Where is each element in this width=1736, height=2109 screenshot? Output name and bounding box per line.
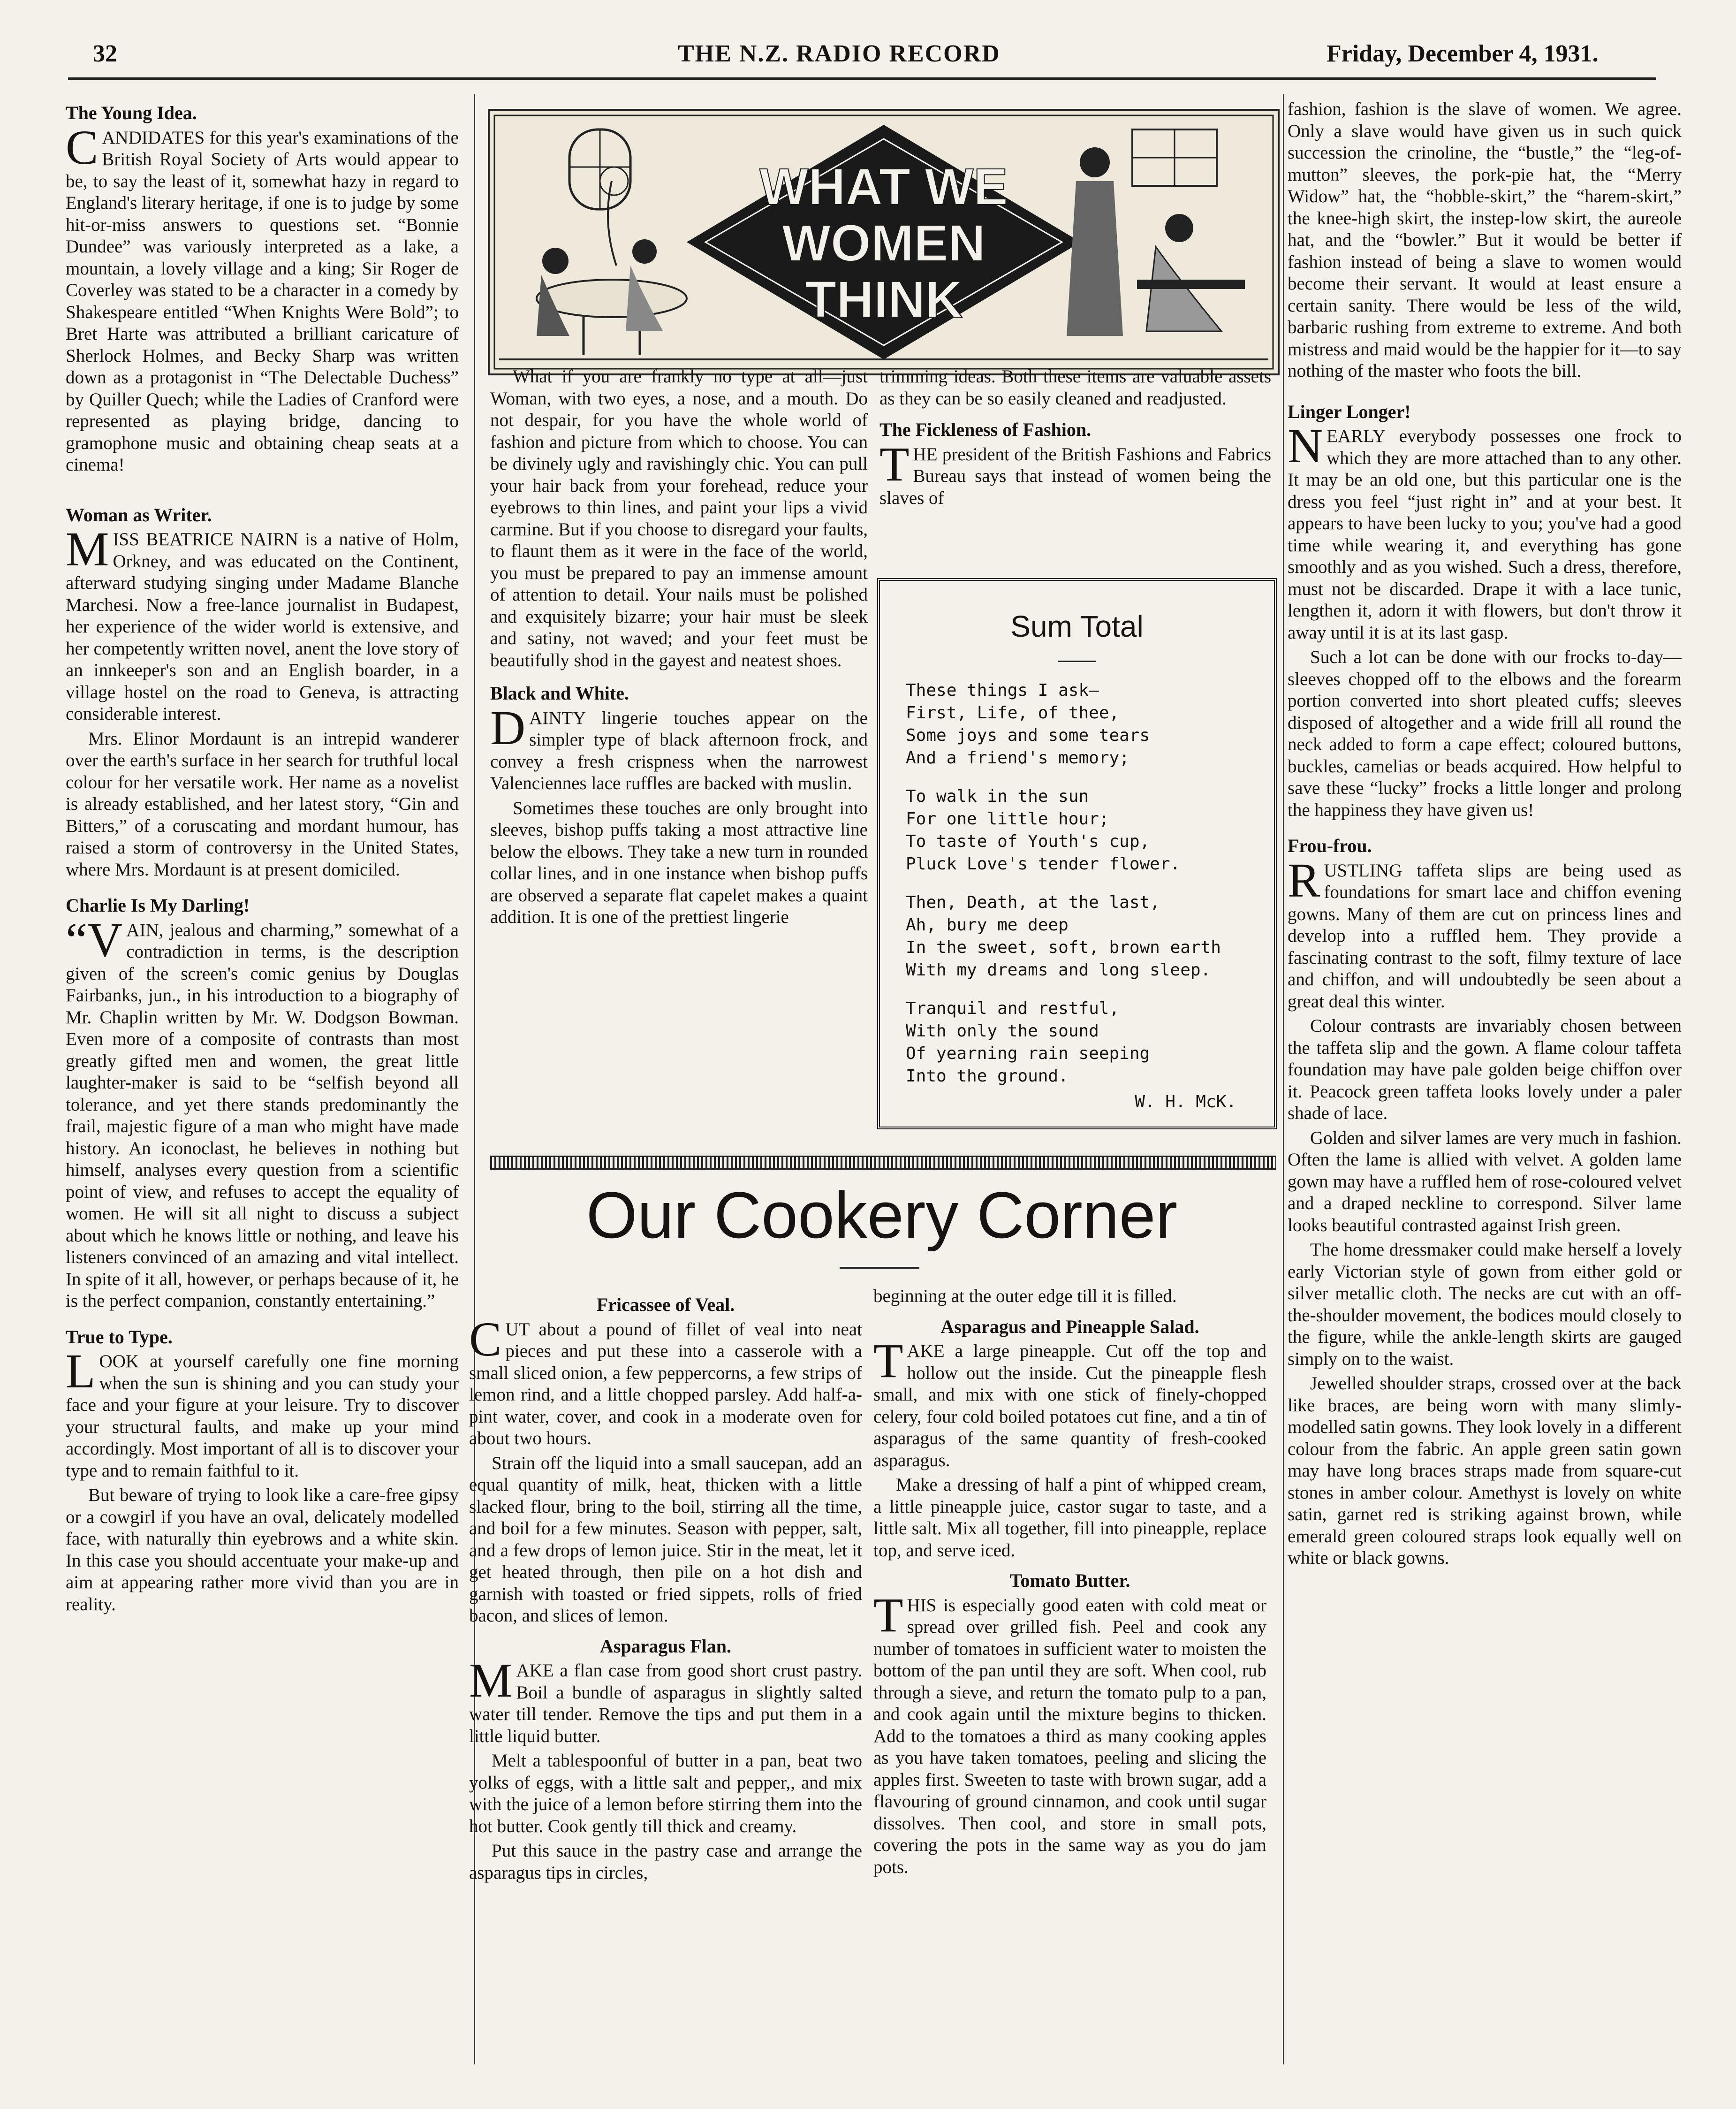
paragraph: But beware of trying to look like a care-free gipsy or a cowgirl if you have an oval, delicately modelled face, with naturally thin eyebrows and a white skin. In this case you should accentuate your make-up and aim at appearing rather more vivid than you are in reality. xyxy=(66,1485,459,1614)
poem-author: W. H. McK. xyxy=(1135,1092,1236,1112)
article-woman-writer: MISS BEATRICE NAIRN is a native of Holm, Orkney, and was educated on the Continent, afterward studying singing under Madame Blanche Marchesi. Now a free-lance journalist in Budapest, her experience of the wider world is extensive, and her competently written novel, anent the love story of an innkeeper's son and an English boarder, in a village hostel on the road to Geneva, is attracting considerable interest. xyxy=(66,522,459,724)
poem-title-rule xyxy=(1058,661,1096,662)
column-1 xyxy=(66,94,459,2060)
recipe-fricassee: CUT about a pound of fillet of veal into neat pieces and put these into a casserole with a small sliced onion, a few peppercorns, a few strips of lemon rind, and a little chopped parsley. Add half-a-pint water, cover, and cook in a moderate oven for about two hours. xyxy=(469,1312,862,1448)
drop-cap: R xyxy=(1288,853,1320,907)
article-just-woman: What if you are frankly no type at all—just Woman, with two eyes, a nose, and a mouth. Do not despair, for you have the whole world of fashion and picture from which to choose. You can be divinely ugly and ravishingly chic. You can pull your hair back from your forehead, reduce your eyebrows to thin lines, and paint your lips a vivid carmine. But if you choose to disregard your faults, to flaunt them as it were in the face of the world, you must be prepared to pay an immense amount of attention to detail. Your nails must be polished and exquisitely bizarre; your hair must be sleek and satiny, not waved; and your feet must be beautifully shod in the gayest and neatest shoes. xyxy=(490,366,868,670)
article-fickleness: THE president of the British Fashions and Fabrics Bureau says that instead of women being the slaves of xyxy=(879,437,1271,508)
poem-line: With only the sound xyxy=(906,1021,1099,1041)
decorative-border xyxy=(490,1156,1276,1170)
paragraph: Sometimes these touches are only brought into sleeves, bishop puffs taking a most attractive line below the elbows. They take a new turn in rounded collar lines, and in one instance when bishop puffs are observed a separate flat capelet makes a quaint addition. It is one of the prettiest lingerie xyxy=(490,798,868,927)
heading-black-white: Black and White. xyxy=(490,683,629,704)
banner-illustration xyxy=(490,111,1278,373)
paragraph: Mrs. Elinor Mordaunt is an intrepid wanderer over the earth's surface in her search for truthful local colour for her versatile work. Her name as a novelist is already established, and her latest story, “Gin and Bitters,” of a coruscating and mordant humour, has raised a storm of controversy in the United States, where Mrs. Mordaunt is at present domiciled. xyxy=(66,728,459,880)
heading-frou-frou: Frou-frou. xyxy=(1288,835,1372,856)
poem-line: Tranquil and restful, xyxy=(906,999,1120,1018)
drop-cap: “V xyxy=(66,913,123,967)
drop-cap: C xyxy=(66,120,99,175)
poem-line: In the sweet, soft, brown earth xyxy=(906,938,1221,957)
paragraph: Melt a tablespoonful of butter in a pan, beat two yolks of eggs, with a little salt and pepper,, and mix with the juice of a lemon before stirring them into the hot butter. Cook gently till thick and creamy. xyxy=(469,1751,862,1836)
publication-title: THE N.Z. RADIO RECORD xyxy=(678,40,1001,67)
banner-line-2: WOMEN xyxy=(782,214,986,272)
article-fashion-slave: fashion, fashion is the slave of women. We agree. Only a slave would have given us in such quick succession the crinoline, the “bustle,” the “leg-of-mutton” sleeves, the pork-pie hat, the “Merry Widow” hat, the “hobble-skirt,” the “harem-skirt,” the knee-high skirt, the instep-low skirt, the aureole hat, and the “bowler.” But it would be better if fashion instead of being a slave to women would become their servant. It would at least ensure a certain sanity. There would be less of the wild, barbaric rushing from extreme to extreme. And both mistress and maid would be the happier for it—to say nothing of the master who foots the bill. xyxy=(1288,99,1682,381)
heading-tomato-butter: Tomato Butter. xyxy=(1009,1570,1130,1591)
article-trimming: trimming ideas. Both these items are valuable assets as they can be so easily cleaned and readjusted. xyxy=(879,366,1271,409)
banner-line-1: WHAT WE xyxy=(759,158,1008,216)
cookery-column-1 xyxy=(469,1286,862,2083)
heading-charlie: Charlie Is My Darling! xyxy=(66,895,250,916)
what-we-women-think-banner xyxy=(488,109,1280,375)
article-charlie: “VAIN, jealous and charming,” somewhat of a contradiction in terms, is the description given of the screen's comic genius by Douglas Fairbanks, jun., in his introduction to a biography of Mr. Chaplin written by Mr. W. Dodgson Bowman. Even more of a composite of contrasts than most greatly gifted men and women, the great little laughter-maker is said to be “selfish beyond all tolerance, and yet there stands predominantly the frail, majestic figure of a man who might have made history. An iconoclast, he believes in nothing but himself, analyses every question from a scientific point of view, and refuses to accept the equality of women. He will sit all night to discuss a subject about which he knows little or nothing, and leave his listeners convinced of an amazing and vital intellect. In spite of it all, however, or perhaps because of it, he is the perfect companion, constantly entertaining.” xyxy=(66,913,459,1311)
paragraph: Jewelled shoulder straps, crossed over at the back like braces, are being worn with many slimly-modelled satin gowns. They look lovely in a different colour from the fabric. An apple green satin gown may have long braces straps made from square-cut stones in amber colour. Amethyst is lovely on white satin, garnet red is striking against brown, while emerald green coloured straps look equally well on white or black gowns. xyxy=(1288,1373,1682,1568)
heading-fricassee: Fricassee of Veal. xyxy=(596,1294,735,1315)
drop-cap: L xyxy=(66,1344,96,1398)
cookery-title: Our Cookery Corner xyxy=(586,1178,1178,1252)
column-4 xyxy=(1288,99,1682,2064)
poem-line: Then, Death, at the last, xyxy=(906,893,1160,912)
poem-line: Of yearning rain seeping xyxy=(906,1044,1150,1063)
drop-cap: T xyxy=(873,1334,903,1388)
drop-cap: N xyxy=(1288,419,1323,473)
poem-line: First, Life, of thee, xyxy=(906,703,1120,723)
poem-box xyxy=(877,578,1277,1129)
heading-linger-longer: Linger Longer! xyxy=(1288,401,1411,422)
paragraph: Strain off the liquid into a small saucepan, add an equal quantity of milk, heat, thicken with a little slacked flour, bring to the boil, stirring all the time, and boil for a few minutes. Season with pepper, salt, and a few drops of lemon juice. Stir in the meat, let it get heated through, then pile on a hot dish and garnish with toasted or fried sippets, rolls of fried bacon, and slices of lemon. xyxy=(469,1453,862,1626)
page-number: 32 xyxy=(93,40,117,67)
recipe-pineapple-salad: TAKE a large pineapple. Cut off the top and hollow out the inside. Cut the pineapple flesh small, and mix with one stick of finely-chopped celery, four cold boiled potatoes cut fine, and a tin of asparagus of the same quantity of fresh-cooked asparagus. xyxy=(873,1334,1266,1470)
poem-line: To walk in the sun xyxy=(906,787,1089,806)
heading-asparagus-flan: Asparagus Flan. xyxy=(599,1635,732,1657)
issue-date: Friday, December 4, 1931. xyxy=(1327,40,1599,67)
drop-cap: M xyxy=(66,522,109,576)
header-rule xyxy=(68,77,1656,80)
article-black-white: DAINTY lingerie touches appear on the simpler type of black afternoon frock, and convey a fresh crispness when the narrowest Valenciennes lace ruffles are backed with muslin. xyxy=(490,700,868,793)
paragraph: The home dressmaker could make herself a lovely early Victorian style of gown from either gold or silver metallic cloth. The necks are cut with an off-the-shoulder movement, the bodices mould closely to the figure, while the ankle-length skirts are gauged simply on to the waist. xyxy=(1288,1240,1682,1369)
paragraph: beginning at the outer edge till it is filled. xyxy=(873,1286,1177,1306)
poem-line: Some joys and some tears xyxy=(906,726,1150,745)
heading-pineapple-salad: Asparagus and Pineapple Salad. xyxy=(940,1316,1199,1337)
poem-title: Sum Total xyxy=(1010,609,1144,643)
recipe-asparagus-flan: MAKE a flan case from good short crust pastry. Boil a bundle of asparagus in slightly salted water till tender. Remove the tips and put them in a little liquid butter. xyxy=(469,1653,862,1746)
poem-line: With my dreams and long sleep. xyxy=(906,960,1211,980)
heading-fickleness: The Fickleness of Fashion. xyxy=(879,419,1092,440)
heading-young-idea: The Young Idea. xyxy=(66,102,197,123)
column-rule xyxy=(1283,94,1284,2064)
cookery-title-rule xyxy=(840,1267,919,1269)
drop-cap: T xyxy=(873,1588,903,1642)
recipe-tomato-butter: THIS is especially good eaten with cold meat or spread over grilled fish. Peel and cook any number of tomatoes in sufficient water to moisten the bottom of the pan until they are soft. When cool, rub through a sieve, and return the tomato pulp to a pan, and cook again until the mixture begins to thicken. Add to the tomatoes a third as many cooking apples as you have taken tomatoes, peeling and slicing the apples first. Sweeten to taste with brown sugar, add a flavouring of ground cinnamon, and cook until sugar dissolves. Then cool, and store in small pots, covering the pots in the same way as you do jam pots. xyxy=(873,1588,1266,1877)
poem-line: Ah, bury me deep xyxy=(906,915,1069,935)
poem-line: These things I ask— xyxy=(906,681,1099,700)
drop-cap: D xyxy=(490,700,526,755)
heading-true-to-type: True to Type. xyxy=(66,1326,173,1348)
article-frou-frou: RUSTLING taffeta slips are being used as foundations for smart lace and chiffon evening gowns. Many of them are cut on princess lines and develop into a ruffled hem. They provide a fascinating contrast to the soft, filmy texture of lace and chiffon, and will undoubtedly be seen about a great deal this winter. xyxy=(1288,853,1682,1012)
drop-cap: M xyxy=(469,1653,513,1707)
article-true-to-type: LOOK at yourself carefully one fine morning when the sun is shining and you can study your face and your figure at your leisure. Try to discover your structural faults, and make up your mind accordingly. Most important of all is to discover your type and to remain faithful to it. xyxy=(66,1344,459,1481)
paragraph: Such a lot can be done with our frocks to-day—sleeves chopped off to the elbows and the forearm portion converted into short pleated cuffs; sleeves disposed of altogether and a wide frill all round the neck added to form a cape effect; coloured buttons, buckles, camelias or beads acquired. How helpful to save these “lucky” frocks a little longer and prolong the happiness they have given us! xyxy=(1288,647,1682,820)
poem-line: Pluck Love's tender flower. xyxy=(906,854,1181,874)
paragraph: Golden and silver lames are very much in fashion. Often the lame is allied with velvet. A golden lame gown may have a ruffled hem of rose-coloured velvet and a draped neckline to correspond. Silver lame looks beautiful contrasted against Irish green. xyxy=(1288,1127,1682,1235)
column-3 xyxy=(879,366,1271,572)
article-young-idea: CANDIDATES for this year's examinations of the British Royal Society of Arts would appear to be, to say the least of it, somewhat hazy in regard to England's literary heritage, if one is to judge by some hit-or-miss answers to questions set. “Bonnie Dundee” was variously interpreted as a lake, a mountain, a lovely village and a king; Sir Roger de Coverley was stated to be a character in a comedy by Shakespeare entitled “When Knights Were Bold”; to Bret Harte was attributed a brilliant caricature of Sherlock Holmes, and Becky Sharp was written down as a protagonist in “The Delectable Duchess” by Quiller Quech; while the Ladies of Cranford were represented as playing bridge, dancing to gramophone music and obtaining cheap seats at a cinema! xyxy=(66,120,459,475)
paragraph: Put this sauce in the pastry case and arrange the asparagus tips in circles, xyxy=(469,1841,862,1883)
banner-line-3: THINK xyxy=(804,271,963,328)
poem-line: For one little hour; xyxy=(906,809,1109,829)
heading-woman-writer: Woman as Writer. xyxy=(66,504,212,525)
poem-line: To taste of Youth's cup, xyxy=(906,832,1150,851)
paragraph: Colour contrasts are invariably chosen between the taffeta slip and the gown. A flame colour taffeta foundation may have pale golden beige chiffon over it. Peacock green taffeta looks lovely under a paler shade of lace. xyxy=(1288,1016,1682,1123)
poem-line: And a friend's memory; xyxy=(906,748,1130,768)
article-linger-longer: NEARLY everybody possesses one frock to which they are more attached than to any other. It may be an old one, but this particular one is the dress you feel “just right in” and at your best. It appears to have been lucky to you; you've had a good time while wearing it, and everything has gone smoothly and as you wished. Such a dress, therefore, must not be discarded. Drape it with a lace tunic, lengthen it, adorn it with flowers, but don't throw it away until it is at its last gasp. xyxy=(1288,419,1682,643)
cookery-column-2 xyxy=(873,1286,1266,2083)
column-2 xyxy=(490,366,868,1154)
drop-cap: T xyxy=(879,437,910,491)
drop-cap: C xyxy=(469,1312,502,1366)
poem-line: Into the ground. xyxy=(906,1066,1069,1086)
paragraph: Make a dressing of half a pint of whipped cream, a little pineapple juice, castor sugar to taste, and a little salt. Mix all together, fill into pineapple, replace top, and serve iced. xyxy=(873,1475,1266,1561)
